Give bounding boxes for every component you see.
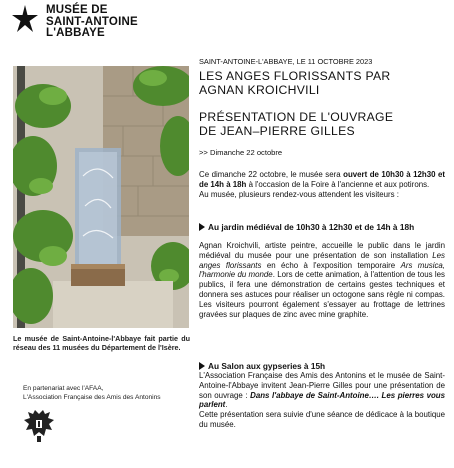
logo-text [46, 5, 138, 40]
salon-paragraph [199, 371, 445, 430]
garden-paragraph [199, 241, 445, 319]
double-headed-eagle-crest-icon [22, 408, 56, 444]
event-subtitle [199, 111, 445, 138]
garden-heading-text: Au jardin médiéval de 10h30 à 12h30 et de 14h à 18h [208, 222, 415, 232]
salon-heading-text: Au Salon aux gypseries à 15h [208, 361, 326, 371]
event-subtitle-line-2: DE JEAN–PIERRE GILLES [199, 123, 355, 138]
museum-star-logo-icon [10, 4, 40, 34]
event-title-line-1: LES ANGES FLORISSANTS PAR [199, 69, 391, 83]
logo-line-2: SAINT-ANTOINE [46, 15, 138, 28]
event-subtitle-line-1: PRÉSENTATION DE L'OUVRAGE [199, 110, 394, 124]
triangle-bullet-icon [199, 362, 205, 370]
dateline: SAINT-ANTOINE-L'ABBAYE, LE 11 OCTOBRE 2023 [199, 57, 373, 66]
garden-text-3: . Lors de cette animation, à l'attention de tous les publics, il fera une démonstration de certains gestes techniques et donnera ses astuces pour réaliser un octogone sans règle ni compas. Les visiteurs pourront également s'essayer au frottage de lettrines gravées sur plaques de zinc avec mine graphite. [199, 270, 445, 319]
garden-exhibition-name: Ars musica, l'harmonie du monde [199, 260, 445, 280]
event-date: >> Dimanche 22 octobre [199, 148, 283, 157]
partner-line-2: L'Association Française des Amis des Antonins [23, 394, 161, 401]
garden-installation-name: Les anges florissants [199, 250, 445, 270]
salon-text-3: Cette présentation sera suivie d'une séance de dédicace à la boutique du musée. [199, 410, 445, 429]
salon-book-title: Dans l'abbaye de Saint-Antoine…. Les pierres vous parlent [199, 390, 445, 410]
installation-photo [13, 66, 189, 328]
intro-paragraph [199, 170, 445, 199]
salon-text-2: . [225, 400, 228, 410]
salon-heading [199, 361, 445, 371]
garden-text-1: Agnan Kroichvili, artiste peintre, accueille le public dans le jardin médiéval du musée pour une présentation de son installation [199, 241, 445, 260]
triangle-bullet-icon [199, 223, 205, 231]
partner-line-1: En partenariat avec l'AFAA, [23, 385, 104, 392]
garden-text-2: en écho à l'exposition temporaire [261, 260, 401, 270]
intro-text-3: Au musée, plusieurs rendez-vous attendent les visiteurs : [199, 189, 399, 199]
partner-note [23, 384, 198, 402]
intro-hours: ouvert de 10h30 à 12h30 et de 14h à 18h [199, 170, 445, 189]
intro-text-2: à l'occasion de la Foire à l'ancienne et aux potirons. [246, 179, 430, 189]
salon-text-1: L'Association Française des Amis des Antonins et le musée de Saint-Antoine-l'Abbaye invitent Jean-Pierre Gilles pour une présentation de son ouvrage : [199, 371, 445, 400]
event-title-line-2: AGNAN KROICHVILI [199, 82, 320, 97]
museum-logo [10, 4, 170, 40]
garden-heading [199, 222, 445, 232]
intro-text-1: Ce dimanche 22 octobre, le musée sera [199, 170, 344, 179]
logo-line-1: MUSÉE DE [46, 4, 108, 16]
event-title [199, 70, 445, 97]
photo-caption: Le musée de Saint-Antoine-l'Abbaye fait partie du réseau des 11 musées du Département de l'Isère. [13, 334, 190, 353]
logo-line-3: L'ABBAYE [46, 27, 105, 39]
